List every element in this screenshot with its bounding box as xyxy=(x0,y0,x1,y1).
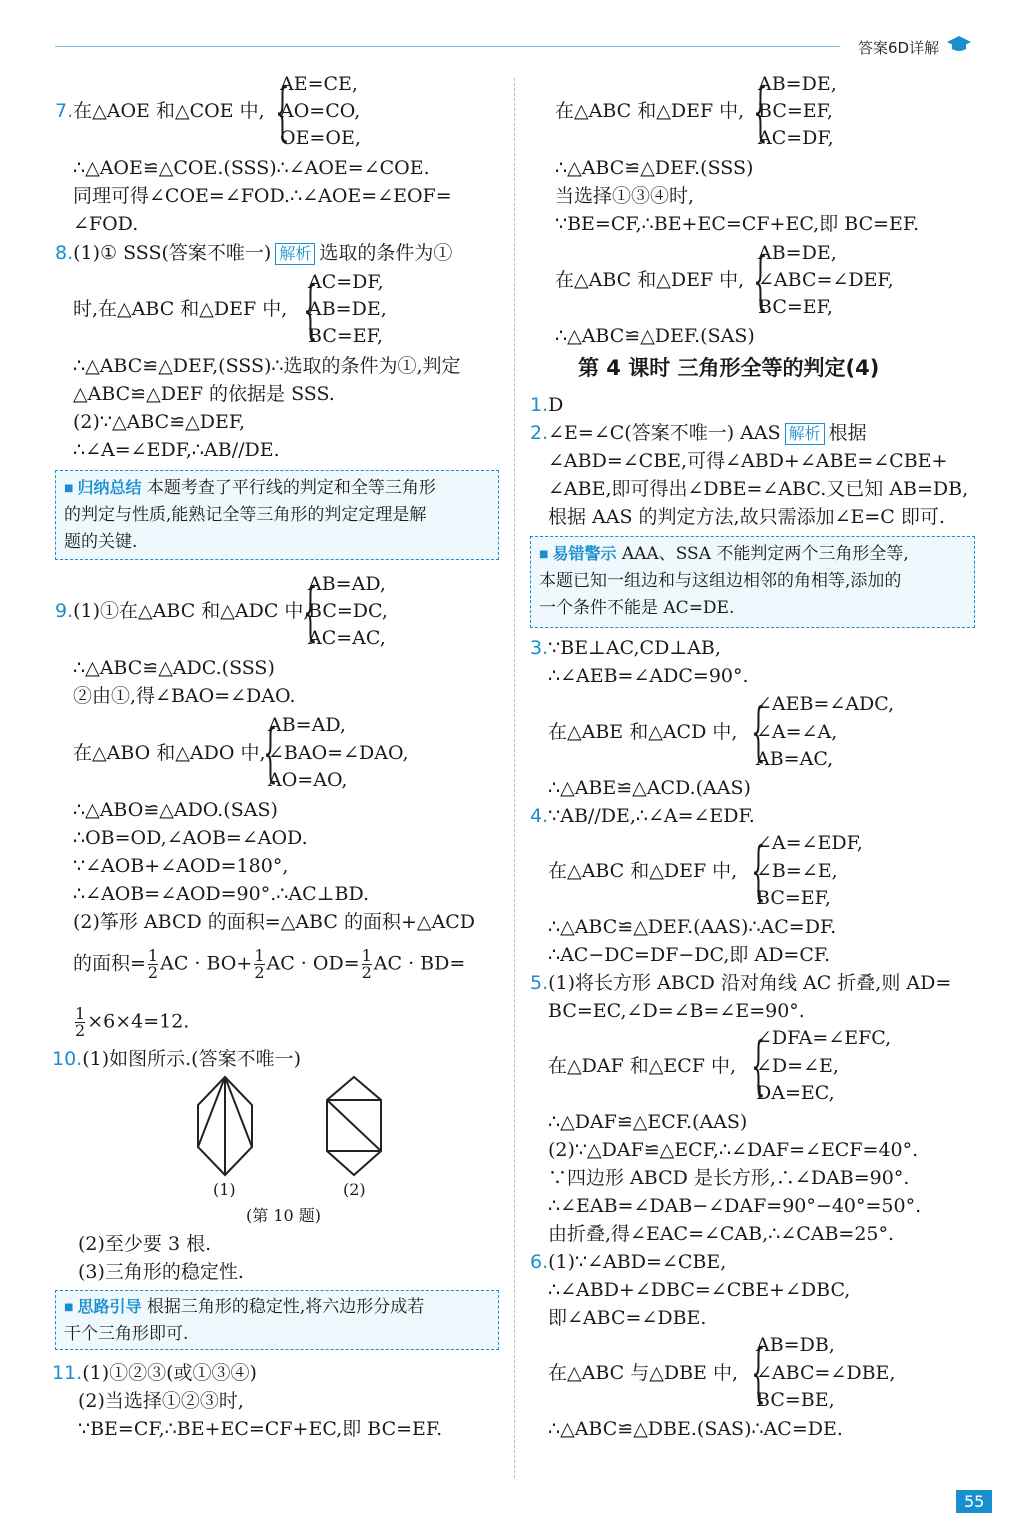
q11-line-2: (2)当选择①②③时, xyxy=(78,1390,244,1412)
q11-line-1: 11.(1)①②③(或①③④) xyxy=(52,1362,257,1384)
summary-line-3: 题的关键. xyxy=(64,532,138,552)
r1-brace-1: { xyxy=(753,75,768,149)
q9-cond-2: BC=DC, xyxy=(308,600,388,622)
q3-brace: { xyxy=(751,695,766,769)
q4-cond-1: ∠A=∠EDF, xyxy=(756,832,863,854)
q9-cond-1: AB=AD, xyxy=(308,573,386,595)
q9-line-1: ∴△ABC≌△ADC.(SSS) xyxy=(73,657,275,679)
r1-cond-5: ∠ABC=∠DEF, xyxy=(758,269,894,291)
q9-line-4: ∴OB=OD,∠AOB=∠AOD. xyxy=(73,827,308,849)
q7-line-1: ∴△AOE≌△COE.(SSS)∴∠AOE=∠COE. xyxy=(73,157,430,179)
summary-line-1: ■ 归纳总结 本题考查了平行线的判定和全等三角形 xyxy=(64,475,436,502)
q8-intro: 时,在△ABC 和△DEF 中, xyxy=(73,298,288,320)
q5-line-5: ∵四边形 ABCD 是长方形,∴∠DAB=90°. xyxy=(548,1167,910,1189)
q9-cond-4: AB=AD, xyxy=(268,714,346,736)
q2-line-3: ∠ABE,即可得出∠DBE=∠ABC.又已知 AB=DB, xyxy=(548,478,969,500)
q8-cond-3: BC=EF, xyxy=(308,325,383,347)
q3-line-1: 3.∵BE⊥AC,CD⊥AB, xyxy=(530,637,721,659)
q9-line-2: ②由①,得∠BAO=∠DAO. xyxy=(73,685,296,707)
r1-line-2: 当选择①③④时, xyxy=(555,185,695,207)
hint-box xyxy=(55,1290,499,1350)
q9-intro: 9.(1)①在△ABC 和△ADC 中, xyxy=(55,600,310,622)
hexagon-figure-1 xyxy=(190,1075,260,1177)
q6-line-3: 即∠ABC=∠DBE. xyxy=(548,1307,707,1329)
q6-number: 6. xyxy=(530,1251,549,1273)
summary-label: ■ 归纳总结 xyxy=(64,478,141,497)
q4-intro: 在△ABC 和△DEF 中, xyxy=(548,860,738,882)
hint-label: ■ 思路引导 xyxy=(64,1297,141,1316)
q10-line-2: (2)至少要 3 根. xyxy=(78,1233,212,1255)
graduation-cap-icon xyxy=(946,34,972,54)
r1-cond-4: AB=DE, xyxy=(758,242,837,264)
q7-brace: { xyxy=(275,75,290,149)
hexagon-figure-2 xyxy=(323,1075,385,1177)
r1-line-1: ∴△ABC≌△DEF.(SSS) xyxy=(555,157,754,179)
figure-caption: (第 10 题) xyxy=(246,1206,322,1225)
q5-cond-2: ∠D=∠E, xyxy=(756,1055,839,1077)
q4-line-3: ∴AC−DC=DF−DC,即 AD=CF. xyxy=(548,944,831,966)
analysis-tag: 解析 xyxy=(785,423,825,445)
warning-line-1: ■ 易错警示 AAA、SSA 不能判定两个三角形全等, xyxy=(539,541,909,568)
q3-intro: 在△ABE 和△ACD 中, xyxy=(548,721,738,743)
q5-cond-1: ∠DFA=∠EFC, xyxy=(756,1027,892,1049)
q10-line-3: (3)三角形的稳定性. xyxy=(78,1261,244,1283)
q5-cond-3: DA=EC, xyxy=(756,1082,835,1104)
hint-line-2: 干个三角形即可. xyxy=(64,1324,189,1344)
q10-line-1: 10.(1)如图所示.(答案不唯一) xyxy=(52,1048,301,1070)
q9-cond-5: ∠BAO=∠DAO, xyxy=(268,742,409,764)
q7-cond-2: AO=CO, xyxy=(280,100,361,122)
q7-number: 7. xyxy=(55,100,74,122)
q11-number: 11. xyxy=(52,1362,83,1384)
fraction-half: $\frac{1}{2}$ xyxy=(254,946,265,982)
q5-number: 5. xyxy=(530,972,549,994)
q7-cond-3: OE=OE, xyxy=(280,127,361,149)
q5-line-2: BC=EC,∠D=∠B=∠E=90°. xyxy=(548,1000,805,1022)
q5-brace: { xyxy=(751,1029,766,1103)
q9-line-3: ∴△ABO≌△ADO.(SAS) xyxy=(73,799,278,821)
q9-number: 9. xyxy=(55,600,74,622)
r1-intro: 在△ABC 和△DEF 中, xyxy=(555,100,745,122)
fraction-half: $\frac{1}{2}$ xyxy=(147,946,159,982)
q4-line-1: 4.∵AB//DE,∴∠A=∠EDF. xyxy=(530,805,755,827)
q4-line-2: ∴△ABC≌△DEF.(AAS)∴AC=DF. xyxy=(548,916,837,938)
analysis-tag: 解析 xyxy=(275,243,315,265)
q7-line-3: ∠FOD. xyxy=(73,213,139,235)
q9-line-6: ∴∠AOB=∠AOD=90°.∴AC⊥BD. xyxy=(73,883,370,905)
q6-line-4: ∴△ABC≌△DBE.(SAS)∴AC=DE. xyxy=(548,1418,843,1440)
q2-line-1: 2.∠E=∠C(答案不唯一) AAS 解析 根据 xyxy=(530,422,867,444)
q2-line-4: 根据 AAS 的判定方法,故只需添加∠E=C 即可. xyxy=(548,506,945,528)
r1-line-3: ∵BE=CF,∴BE+EC=CF+EC,即 BC=EF. xyxy=(555,213,920,235)
q8-brace: { xyxy=(303,273,318,347)
q8-line-5: ∴∠A=∠EDF,∴AB//DE. xyxy=(73,439,280,461)
header-title: 答案6D详解 xyxy=(858,39,940,57)
q6-line-2: ∴∠ABD+∠DBC=∠CBE+∠DBC, xyxy=(548,1279,851,1301)
q3-cond-1: ∠AEB=∠ADC, xyxy=(756,693,895,715)
q9-cond-3: AC=AC, xyxy=(308,627,386,649)
q1-number: 1. xyxy=(530,394,549,416)
q9-brace-1: { xyxy=(303,575,318,649)
q6-brace: { xyxy=(751,1336,766,1410)
q5-line-6: ∴∠EAB=∠DAB−∠DAF=90°−40°=50°. xyxy=(548,1195,922,1217)
q9-line-5: ∵∠AOB+∠AOD=180°, xyxy=(73,855,289,877)
q9-line-9: $\frac{1}{2}$ ×6×4=12. xyxy=(75,1004,190,1040)
q2-line-2: ∠ABD=∠CBE,可得∠ABD+∠ABE=∠CBE+ xyxy=(548,450,948,472)
q8-number: 8. xyxy=(55,242,74,264)
column-divider xyxy=(514,78,515,1478)
q10-number: 10. xyxy=(52,1048,83,1070)
q5-line-3: ∴△DAF≌△ECF.(AAS) xyxy=(548,1111,748,1133)
warning-label: ■ 易错警示 xyxy=(539,544,616,563)
q5-intro: 在△DAF 和△ECF 中, xyxy=(548,1055,737,1077)
warning-box xyxy=(530,536,975,628)
q11-line-3: ∵BE=CF,∴BE+EC=CF+EC,即 BC=EF. xyxy=(78,1418,443,1440)
q5-line-1: 5.(1)将长方形 ABCD 沿对角线 AC 折叠,则 AD= xyxy=(530,972,952,994)
r1-cond-1: AB=DE, xyxy=(758,73,837,95)
r1-brace-2: { xyxy=(753,244,768,318)
warning-line-2: 本题已知一组边和与这组边相邻的角相等,添加的 xyxy=(539,571,902,591)
q7-intro: 7.在△AOE 和△COE 中, xyxy=(55,100,265,122)
figure-1-label: (1) xyxy=(213,1180,236,1199)
q3-cond-3: AB=AC, xyxy=(756,748,834,770)
q9-line-7: (2)筝形 ABCD 的面积=△ABC 的面积+△ACD xyxy=(73,911,475,933)
r1-cond-2: BC=EF, xyxy=(758,100,833,122)
figure-2-label: (2) xyxy=(343,1180,366,1199)
q8-line-2: ∴△ABC≌△DEF,(SSS)∴选取的条件为①,判定 xyxy=(73,355,461,377)
q6-cond-2: ∠ABC=∠DBE, xyxy=(756,1362,896,1384)
q5-line-4: (2)∵△DAF≌△ECF,∴∠DAF=∠ECF=40°. xyxy=(548,1139,919,1161)
fraction-half: $\frac{1}{2}$ xyxy=(361,946,372,982)
q5-line-7: 由折叠,得∠EAC=∠CAB,∴∠CAB=25°. xyxy=(548,1223,895,1245)
q8-cond-2: AB=DE, xyxy=(308,298,387,320)
q3-line-2: ∴∠AEB=∠ADC=90°. xyxy=(548,665,749,687)
r1-cond-6: BC=EF, xyxy=(758,296,833,318)
q3-number: 3. xyxy=(530,637,549,659)
q9-cond-6: AO=AO, xyxy=(268,769,348,791)
fraction-half: $\frac{1}{2}$ xyxy=(75,1004,86,1040)
q9-line-8: 的面积= $\frac{1}{2}$ AC · BO+ $\frac{1}{2}$ AC · OD= $\frac{1}{2}$ AC · BD= xyxy=(73,946,466,982)
q9-intro-2: 在△ABO 和△ADO 中, xyxy=(73,742,266,764)
q8-cond-1: AC=DF, xyxy=(308,271,384,293)
r1-line-4: ∴△ABC≌△DEF.(SAS) xyxy=(555,325,755,347)
q4-brace: { xyxy=(751,834,766,908)
q2-number: 2. xyxy=(530,422,549,444)
q8-line-3: △ABC≌△DEF 的依据是 SSS. xyxy=(73,383,335,405)
q9-brace-2: { xyxy=(263,716,278,790)
warning-line-3: 一个条件不能是 AC=DE. xyxy=(539,598,735,618)
q7-cond-1: AE=CE, xyxy=(280,73,358,95)
hint-line-1: ■ 思路引导 根据三角形的稳定性,将六边形分成若 xyxy=(64,1294,424,1321)
page-number: 55 xyxy=(956,1490,992,1513)
r1-intro-2: 在△ABC 和△DEF 中, xyxy=(555,269,745,291)
q4-cond-3: BC=EF, xyxy=(756,887,831,909)
q6-cond-3: BC=BE, xyxy=(756,1389,835,1411)
q8-line-1: 8.(1)① SSS(答案不唯一) 解析 选取的条件为① xyxy=(55,242,453,264)
header-rule xyxy=(55,46,840,47)
q4-number: 4. xyxy=(530,805,549,827)
q8-line-4: (2)∵△ABC≌△DEF, xyxy=(73,411,246,433)
q3-cond-2: ∠A=∠A, xyxy=(756,721,838,743)
q1-answer: 1.D xyxy=(530,394,564,416)
lesson-heading: 第 4 课时 三角形全等的判定(4) xyxy=(578,356,880,380)
summary-box xyxy=(55,470,499,560)
summary-line-2: 的判定与性质,能熟记全等三角形的判定定理是解 xyxy=(64,505,427,525)
q4-cond-2: ∠B=∠E, xyxy=(756,860,838,882)
q6-intro: 在△ABC 与△DBE 中, xyxy=(548,1362,738,1384)
q3-line-3: ∴△ABE≌△ACD.(AAS) xyxy=(548,777,751,799)
q7-line-2: 同理可得∠COE=∠FOD.∴∠AOE=∠EOF= xyxy=(73,185,452,207)
r1-cond-3: AC=DF, xyxy=(758,127,834,149)
q6-line-1: 6.(1)∵∠ABD=∠CBE, xyxy=(530,1251,727,1273)
q6-cond-1: AB=DB, xyxy=(756,1334,835,1356)
